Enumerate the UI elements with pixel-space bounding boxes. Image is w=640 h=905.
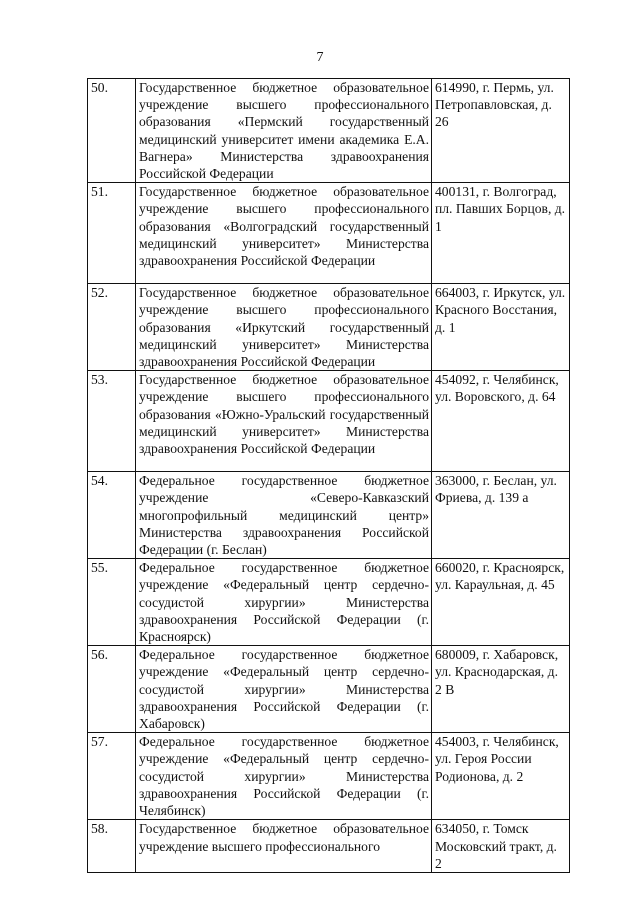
table-row (88, 284, 570, 371)
institution-name: Государственное бюджетное образовательное учреждение высшего профессионального образования «Иркутский государственный медицинский университет» Министерства здравоохранения Российской Федерации (136, 284, 432, 371)
institution-name: Государственное бюджетное образовательное учреждение высшего профессионального образования «Южно-Уральский государственный медицинский университет» Министерства здравоохранения Российской Федерации (136, 371, 432, 472)
institution-address: 400131, г. Волгоград, пл. Павших Борцов, д. 1 (432, 183, 570, 284)
table-row (88, 371, 570, 472)
institution-address: 454092, г. Челябинск, ул. Воровского, д. 64 (432, 371, 570, 472)
institution-address: 363000, г. Беслан, ул. Фриева, д. 139 а (432, 472, 570, 559)
table-row (88, 820, 570, 873)
institution-address: 614990, г. Пермь, ул. Петропавловская, д. 26 (432, 79, 570, 183)
institution-address: 664003, г. Иркутск, ул. Красного Восстания, д. 1 (432, 284, 570, 371)
institution-address: 634050, г. Томск Московский тракт, д. 2 (432, 820, 570, 873)
institution-name: Федеральное государственное бюджетное учреждение «Северо-Кавказский многопрофильный медицинский центр» Министерства здравоохранения Российской Федерации (г. Беслан) (136, 472, 432, 559)
table-row (88, 183, 570, 284)
institution-name: Государственное бюджетное образовательное учреждение высшего профессионального (136, 820, 432, 873)
institution-name: Федеральное государственное бюджетное учреждение «Федеральный центр сердечно-сосудистой хирургии» Министерства здравоохранения Российской Федерации (г. Красноярск) (136, 559, 432, 646)
page-number: 7 (316, 50, 324, 65)
row-number: 57. (88, 733, 136, 820)
row-number: 53. (88, 371, 136, 472)
table-row (88, 472, 570, 559)
row-number: 50. (88, 79, 136, 183)
row-number: 52. (88, 284, 136, 371)
table-row (88, 79, 570, 183)
row-number: 51. (88, 183, 136, 284)
table-row (88, 646, 570, 733)
institution-address: 660020, г. Красноярск, ул. Караульная, д. 45 (432, 559, 570, 646)
institution-address: 680009, г. Хабаровск, ул. Краснодарская, д. 2 В (432, 646, 570, 733)
institution-name: Федеральное государственное бюджетное учреждение «Федеральный центр сердечно-сосудистой хирургии» Министерства здравоохранения Российской Федерации (г. Челябинск) (136, 733, 432, 820)
institutions-table (87, 78, 570, 873)
row-number: 58. (88, 820, 136, 873)
institution-address: 454003, г. Челябинск, ул. Героя России Родионова, д. 2 (432, 733, 570, 820)
institution-name: Федеральное государственное бюджетное учреждение «Федеральный центр сердечно-сосудистой хирургии» Министерства здравоохранения Российской Федерации (г. Хабаровск) (136, 646, 432, 733)
institution-name: Государственное бюджетное образовательное учреждение высшего профессионального образования «Пермский государственный медицинский университет имени академика Е.А. Вагнера» Министерства здравоохранения Российской Федерации (136, 79, 432, 183)
table-row (88, 733, 570, 820)
table-row (88, 559, 570, 646)
institution-name: Государственное бюджетное образовательное учреждение высшего профессионального образования «Волгоградский государственный медицинский университет» Министерства здравоохранения Российской Федерации (136, 183, 432, 284)
row-number: 54. (88, 472, 136, 559)
row-number: 56. (88, 646, 136, 733)
row-number: 55. (88, 559, 136, 646)
